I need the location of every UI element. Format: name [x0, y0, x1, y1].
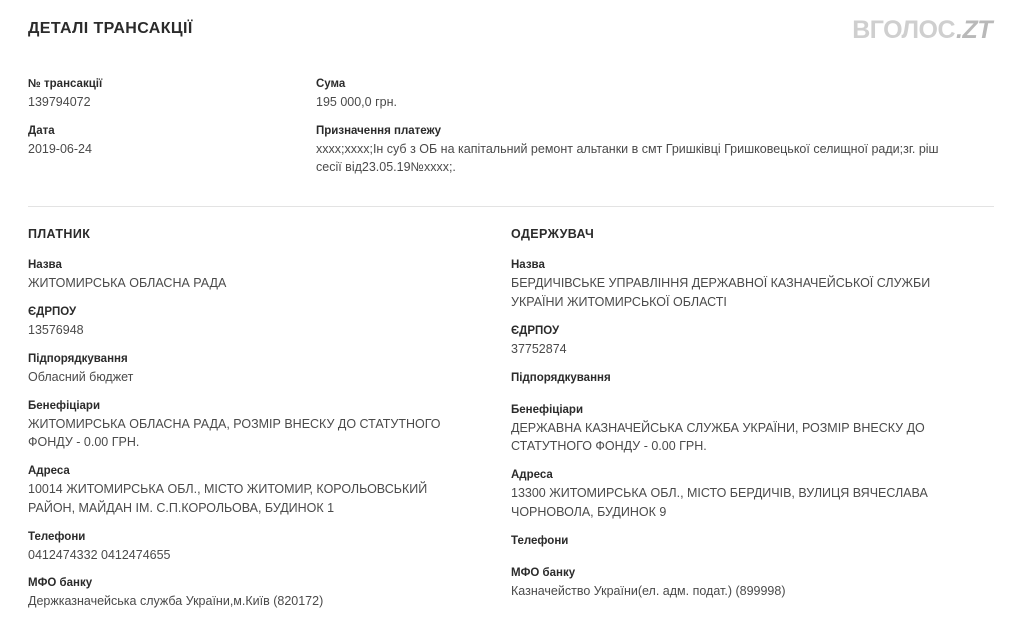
field-transaction-date [28, 125, 316, 158]
payer-field-beneficiaries [28, 400, 471, 453]
recipient-name-label: Назва [511, 259, 545, 272]
recipient-mfo-label: МФО банку [511, 566, 576, 579]
recipient-address-label: Адреса [511, 469, 553, 482]
payer-section-title: ПЛАТНИК [28, 227, 91, 242]
page-title: ДЕТАЛІ ТРАНСАКЦІЇ [28, 20, 193, 37]
transaction-number-label: № трансакції [28, 78, 103, 90]
page-header [28, 18, 994, 62]
payer-address-value: 10014 ЖИТОМИРСЬКА ОБЛ., МІСТО ЖИТОМИР, КОРОЛЬОВСЬКИЙ РАЙОН, МАЙДАН ІМ. С.П.КОРОЛЬОВА, БУДИНОК 1 [28, 482, 428, 515]
recipient-field-phones [511, 535, 954, 554]
logo-text: ВГОЛОС [852, 16, 955, 44]
recipient-phones-label: Телефони [511, 534, 569, 547]
recipient-subordination-label: Підпорядкування [511, 371, 611, 384]
payer-phones-label: Телефони [28, 530, 86, 543]
payer-edrpou-label: ЄДРПОУ [28, 306, 77, 319]
transaction-amount-value: 195 000,0 грн. [316, 95, 397, 109]
recipient-edrpou-label: ЄДРПОУ [511, 324, 560, 337]
recipient-address-value: 13300 ЖИТОМИРСЬКА ОБЛ., МІСТО БЕРДИЧІВ, ВУЛИЦЯ ВЯЧЕСЛАВА ЧОРНОВОЛА, БУДИНОК 9 [511, 486, 928, 519]
payer-name-label: Назва [28, 259, 62, 272]
field-transaction-purpose [316, 125, 964, 176]
transaction-meta [28, 78, 994, 190]
payer-field-name [28, 259, 471, 293]
recipient-field-edrpou [511, 325, 954, 359]
recipient-beneficiaries-label: Бенефіціари [511, 403, 584, 416]
recipient-phones-value [511, 550, 954, 554]
payer-subordination-value: Обласний бюджет [28, 369, 134, 384]
transaction-meta-left [28, 78, 316, 190]
payer-mfo-label: МФО банку [28, 577, 93, 590]
payer-field-mfo [28, 577, 471, 611]
recipient-field-mfo [511, 567, 954, 601]
section-divider [28, 206, 994, 207]
logo-suffix: .ZT [956, 16, 992, 44]
recipient-field-name [511, 259, 954, 312]
payer-field-edrpou [28, 306, 471, 340]
recipient-subordination-value [511, 387, 954, 391]
recipient-field-subordination [511, 372, 954, 391]
payer-beneficiaries-value: ЖИТОМИРСЬКА ОБЛАСНА РАДА, РОЗМІР ВНЕСКУ ДО СТАТУТНОГО ФОНДУ - 0.00 ГРН. [28, 416, 441, 450]
site-logo[interactable] [852, 18, 994, 43]
payer-mfo-value: Держказначейська служба України,м.Київ (820172) [28, 594, 324, 609]
payer-field-subordination [28, 353, 471, 387]
payer-block [28, 227, 511, 624]
transaction-number-value: 139794072 [28, 95, 91, 109]
transaction-date-label: Дата [28, 125, 55, 138]
transaction-meta-right [316, 78, 994, 190]
payer-beneficiaries-label: Бенефіціари [28, 399, 101, 412]
payer-subordination-label: Підпорядкування [28, 352, 128, 365]
recipient-field-address [511, 469, 954, 522]
recipient-section-title: ОДЕРЖУВАЧ [511, 227, 595, 242]
parties-section [28, 227, 994, 624]
transaction-purpose-label: Призначення платежу [316, 125, 442, 138]
field-transaction-number [28, 78, 316, 111]
payer-phones-value: 0412474332 0412474655 [28, 547, 171, 562]
transaction-date-value: 2019-06-24 [28, 142, 92, 157]
payer-edrpou-value: 13576948 [28, 323, 84, 338]
field-transaction-amount [316, 78, 964, 111]
transaction-amount-label: Сума [316, 78, 346, 90]
recipient-edrpou-value: 37752874 [511, 341, 567, 356]
recipient-name-value: БЕРДИЧІВСЬКЕ УПРАВЛІННЯ ДЕРЖАВНОЇ КАЗНАЧЕЙСЬКОЇ СЛУЖБИ УКРАЇНИ ЖИТОМИРСЬКОЇ ОБЛАСТІ [511, 276, 931, 310]
payer-field-address [28, 465, 471, 518]
recipient-beneficiaries-value: ДЕРЖАВНА КАЗНАЧЕЙСЬКА СЛУЖБА УКРАЇНИ, РОЗМІР ВНЕСКУ ДО СТАТУТНОГО ФОНДУ - 0.00 ГРН. [511, 420, 925, 454]
payer-field-phones [28, 531, 471, 565]
payer-address-label: Адреса [28, 465, 70, 478]
recipient-block [511, 227, 994, 624]
payer-name-value: ЖИТОМИРСЬКА ОБЛАСНА РАДА [28, 276, 227, 291]
transaction-purpose-value: xxxx;xxxx;Iн суб з ОБ на капітальний ремонт альтанки в смт Гришківці Гришковецької селищної ради;зг. ріш сесії від23.05.19№xxxx;. [316, 142, 939, 175]
recipient-field-beneficiaries [511, 404, 954, 457]
recipient-mfo-value: Казначейство України(ел. адм. подат.) (899998) [511, 583, 786, 598]
